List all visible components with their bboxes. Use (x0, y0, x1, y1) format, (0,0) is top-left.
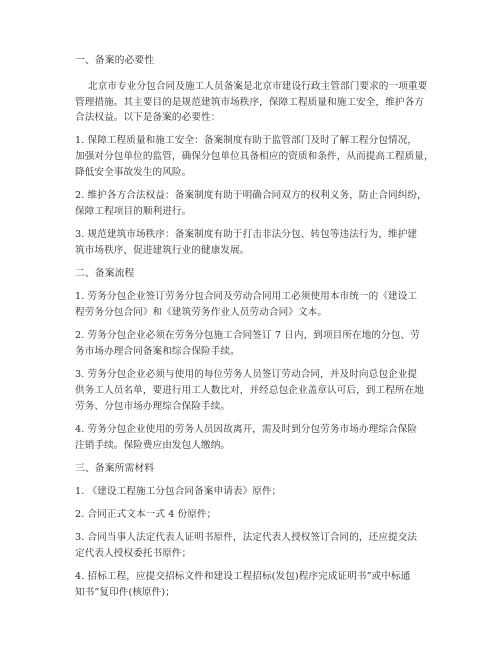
paragraph-line: 合法权益。以下是备案的必要性： (75, 112, 221, 123)
list-item-line: 定代表人授权委托书原件； (75, 548, 192, 559)
section-heading-materials: 三、备案所需材料 (75, 463, 155, 474)
section-heading-process: 二、备案流程 (75, 268, 135, 279)
list-item-line: 劳务、分包市场办理综合保险手续。 (75, 401, 231, 412)
list-item-line: 3. 合同当事人法定代表人证明书原件，法定代表人授权签订合同的，还应提交法 (75, 532, 418, 543)
list-item-line: 1. 劳务分包企业签订劳务分包合同及劳动合同用工必须使用本市统一的《建设工 (75, 291, 418, 302)
list-item-line: 3. 规范建筑市场秩序：备案制度有助于打击非法分包、转包等违法行为，维护建 (75, 229, 418, 240)
list-item-line: 2. 维护各方合法权益：备案制度有助于明确合同双方的权利义务，防止合同纠纷， (75, 190, 427, 201)
paragraph-line: 管理措施。其主要目的是规范建筑市场秩序，保障工程质量和施工安全，维护各方 (75, 97, 424, 108)
list-item-line: 4. 劳务分包企业使用的劳务人员因故离开，需及时到分包劳务市场办理综合保险 (75, 424, 418, 435)
list-item-line: 2. 合同正式文本一式 4 份原件； (75, 509, 217, 520)
list-item-line: 2. 劳务分包企业必须在劳务分包施工合同签订 7 日内，到项目所在地的分包、劳 (75, 330, 420, 341)
paragraph-line: 北京市专业分包合同及施工人员备案是北京市建设行政主管部门要求的一项重要 (88, 81, 428, 92)
list-item-line: 程劳务分包合同》和《建筑劳务作业人员劳动合同》文本。 (75, 307, 328, 318)
list-item-line: 4. 招标工程，应提交招标文件和建设工程招标(发包)程序完成证明书”或中标通 (75, 571, 411, 582)
list-item-line: 供务工人员名单，要进行用工人数比对，并经总包企业盖章认可后，到工程所在地 (75, 385, 424, 396)
section-heading-necessity: 一、备案的必要性 (75, 55, 155, 66)
list-item-line: 知书”复印件(核原件)； (75, 587, 175, 598)
list-item-line: 1. 保障工程质量和施工安全：备案制度有助于监管部门及时了解工程分包情况， (75, 135, 418, 146)
list-item-line: 3. 劳务分包企业必须与使用的每位劳务人员签订劳动合同，并及时向总包企业提 (75, 369, 418, 380)
list-item-line: 务市场办理合同备案和综合保险手续。 (75, 346, 240, 357)
list-item-line: 保障工程项目的顺利进行。 (75, 206, 192, 217)
list-item-line: 筑市场秩序，促进建筑行业的健康发展。 (75, 245, 250, 256)
list-item-line: 1. 《建设工程施工分包合同备案申请表》原件； (75, 486, 282, 497)
list-item-line: 降低安全事故发生的风险。 (75, 167, 192, 178)
list-item-line: 加强对分包单位的监管，确保分包单位具备相应的资质和条件，从而提高工程质量， (75, 151, 434, 162)
list-item-line: 注销手续。保险费应由发包人缴纳。 (75, 440, 231, 451)
